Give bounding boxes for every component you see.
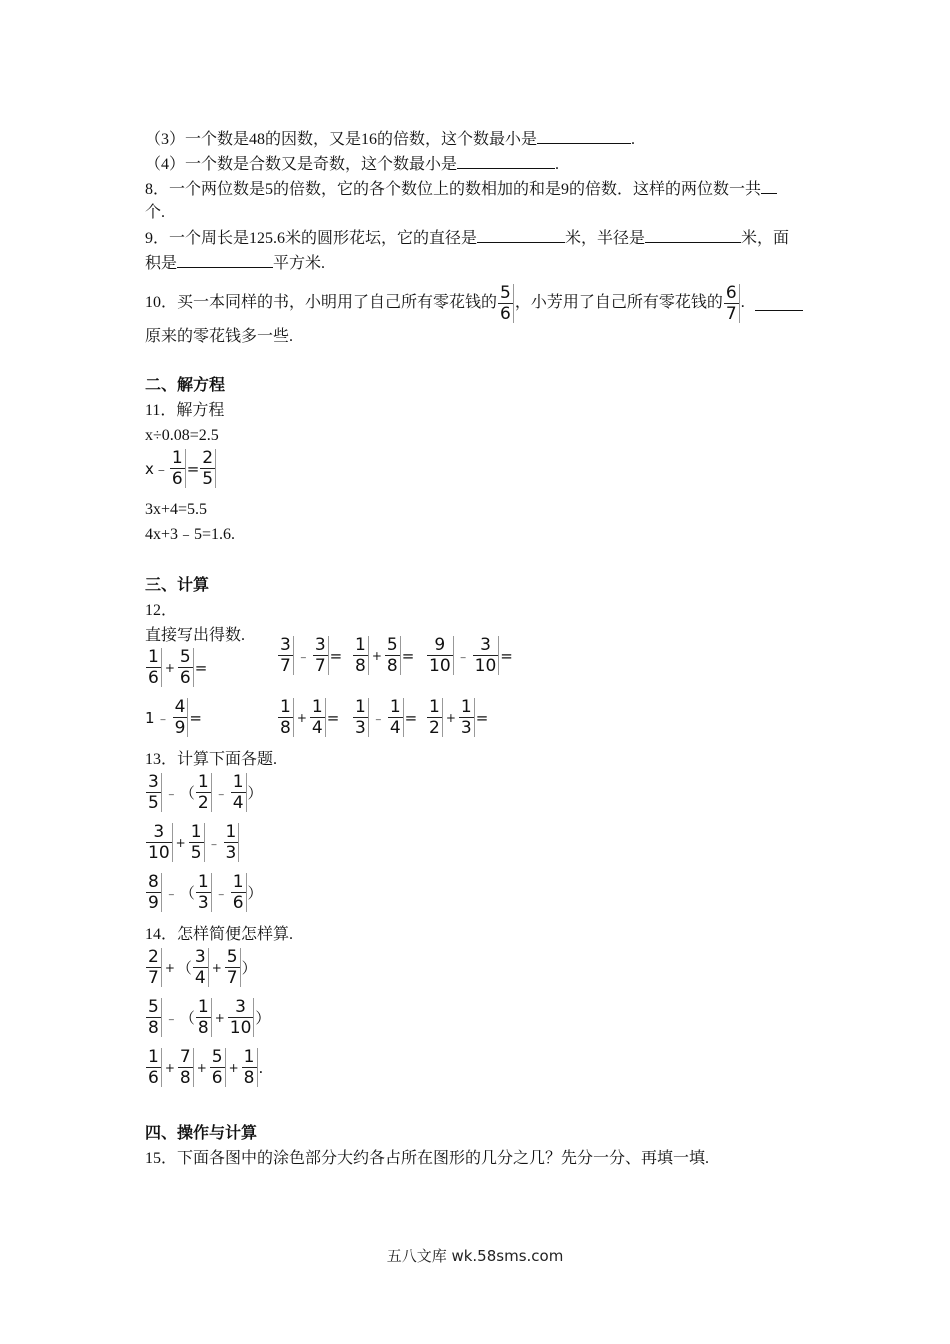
numerator: 2 <box>202 448 214 468</box>
fraction <box>196 998 212 1037</box>
fraction <box>473 636 500 675</box>
denominator: 6 <box>179 668 191 688</box>
equals: = <box>326 708 340 727</box>
minus-sign: ﹣ <box>164 1012 178 1027</box>
section-3-title: 三、计算 <box>145 577 210 594</box>
denominator: 8 <box>179 1068 191 1088</box>
fraction <box>170 449 186 488</box>
fraction <box>242 1048 258 1087</box>
denominator: 5 <box>148 793 159 813</box>
fraction <box>146 823 173 862</box>
q9-line1 <box>145 228 789 249</box>
denominator: 3 <box>355 718 366 738</box>
denominator: 9 <box>174 718 186 738</box>
plus-sign: + <box>175 835 186 850</box>
numerator: 1 <box>243 1047 255 1067</box>
q10-text-c: . <box>740 294 745 311</box>
denominator: 5 <box>202 469 214 489</box>
equation-4: 4x+3﹣5=1.6. <box>145 526 236 543</box>
numerator: 1 <box>429 697 440 717</box>
fraction <box>228 998 255 1037</box>
minus-sign: ﹣ <box>156 712 170 727</box>
denominator: 7 <box>314 656 326 676</box>
equals: = <box>329 646 343 665</box>
q7-part3 <box>145 129 635 150</box>
calc-item <box>426 698 488 737</box>
calc-item <box>145 648 207 687</box>
plus-sign: + <box>164 660 175 675</box>
numerator: 3 <box>280 635 291 655</box>
q8-line2 <box>145 203 165 223</box>
denominator: 10 <box>229 1018 252 1038</box>
numerator: 1 <box>460 697 472 717</box>
numerator: 3 <box>153 822 165 842</box>
numerator: 7 <box>179 1047 191 1067</box>
plus-sign: + <box>164 960 175 975</box>
denominator: 6 <box>211 1068 223 1088</box>
plus-sign: + <box>371 648 382 663</box>
plus-sign: + <box>445 710 456 725</box>
answer-blank[interactable] <box>755 296 803 311</box>
fraction <box>146 873 162 912</box>
fraction <box>146 998 162 1037</box>
q7-p3-text: （3）一个数是48的因数，又是16的倍数，这个数最小是 <box>145 131 538 148</box>
numerator: 4 <box>174 697 186 717</box>
calc-item <box>145 998 270 1037</box>
numerator: 1 <box>389 697 401 717</box>
numerator: 3 <box>480 635 491 655</box>
equals: = <box>475 708 489 727</box>
answer-blank[interactable] <box>477 228 565 243</box>
fraction <box>388 698 404 737</box>
left-paren: （ <box>179 884 195 902</box>
section-4-title: 四、操作与计算 <box>145 1125 258 1142</box>
right-paren: ） <box>247 784 263 802</box>
numerator: 1 <box>171 448 183 468</box>
plus-sign: + <box>296 710 307 725</box>
plus-sign: + <box>214 1010 225 1025</box>
left-paren: （ <box>179 1009 195 1027</box>
q8-text: 8．一个两位数是5的倍数，它的各个数位上的数相加的和是9的倍数．这样的两位数一共 <box>145 181 762 198</box>
q10-text-d: 原来的零花钱多一些. <box>145 328 294 345</box>
numerator: 1 <box>197 872 209 892</box>
numerator: 5 <box>179 647 191 667</box>
q15-text: 15．下面各图中的涂色部分大约各占所在图形的几分之几？先分一分、再填一填. <box>145 1150 710 1167</box>
fraction <box>459 698 475 737</box>
minus-sign: ﹣ <box>164 787 178 802</box>
denominator: 7 <box>725 303 737 324</box>
denominator: 6 <box>171 469 183 489</box>
numerator: 3 <box>194 947 206 967</box>
fraction <box>231 873 247 912</box>
plus-sign: + <box>196 1060 207 1075</box>
fraction <box>146 1048 162 1087</box>
q8-end: 个. <box>145 204 166 221</box>
fraction <box>353 698 369 737</box>
numerator: 1 <box>232 772 244 792</box>
numerator: 1 <box>225 822 237 842</box>
fraction <box>210 1048 226 1087</box>
fraction <box>225 948 241 987</box>
minus-sign: ﹣ <box>456 650 470 665</box>
plus-sign: + <box>228 1060 239 1075</box>
denominator: 3 <box>197 893 209 913</box>
denominator: 8 <box>280 718 291 738</box>
numerator: 1 <box>197 772 209 792</box>
numerator: 1 <box>232 872 244 892</box>
numerator: 1 <box>355 697 366 717</box>
q7-part4 <box>145 154 559 175</box>
fraction <box>427 698 443 737</box>
calc-item <box>277 636 342 675</box>
calc-item <box>145 698 202 737</box>
q8-line1 <box>145 179 777 200</box>
calc-item <box>145 773 263 812</box>
q7-p4-end: . <box>555 156 560 173</box>
numerator: 3 <box>148 772 159 792</box>
q7-p4-text: （4）一个数是合数又是奇数，这个数最小是 <box>145 156 458 173</box>
equals: = <box>189 708 202 727</box>
q10-text-b: ，小芳用了自己所有零花钱的 <box>514 294 723 311</box>
eq2-prefix: x﹣ <box>145 460 169 478</box>
q10-line1 <box>145 283 803 323</box>
plus-sign: + <box>164 1060 175 1075</box>
calc-item <box>145 948 257 987</box>
left-paren: （ <box>179 784 195 802</box>
fraction <box>224 823 240 862</box>
equals: = <box>401 646 415 665</box>
equals: = <box>194 658 208 677</box>
minus-sign: ﹣ <box>296 650 310 665</box>
fraction <box>196 773 212 812</box>
fraction <box>189 823 205 862</box>
right-paren: ） <box>247 884 263 902</box>
fraction <box>353 636 369 675</box>
section-2-title: 二、解方程 <box>145 377 226 394</box>
denominator: 7 <box>148 968 159 988</box>
equals: = <box>186 459 200 478</box>
calc-item <box>277 698 339 737</box>
minus-sign: ﹣ <box>164 887 178 902</box>
denominator: 10 <box>148 843 170 863</box>
denominator: 8 <box>197 1018 209 1038</box>
q12-subtitle: 直接写出得数. <box>145 627 246 644</box>
numerator: 1 <box>148 1047 159 1067</box>
numerator: 5 <box>226 947 238 967</box>
answer-blank[interactable] <box>537 129 631 144</box>
calc-item <box>426 636 513 675</box>
denominator: 4 <box>311 718 323 738</box>
denominator: 5 <box>190 843 202 863</box>
fraction <box>313 636 329 675</box>
fraction <box>196 873 212 912</box>
denominator: 6 <box>148 1068 159 1088</box>
equation-1: x÷0.08=2.5 <box>145 427 219 444</box>
equation-3: 3x+4=5.5 <box>145 501 208 518</box>
fraction <box>173 698 189 737</box>
fraction <box>193 948 209 987</box>
answer-blank[interactable] <box>645 228 741 243</box>
fraction <box>178 1048 194 1087</box>
denominator: 8 <box>355 656 366 676</box>
right-paren: ） <box>241 959 257 977</box>
numerator: 3 <box>235 997 246 1017</box>
denominator: 6 <box>148 668 159 688</box>
q12-title: 12． <box>145 602 178 619</box>
q9-text-e: 平方米. <box>273 255 326 272</box>
numerator: 5 <box>386 635 398 655</box>
denominator: 2 <box>429 718 440 738</box>
minus-sign: ﹣ <box>214 787 228 802</box>
equals: = <box>404 708 418 727</box>
numerator: 6 <box>725 282 737 303</box>
fraction <box>427 636 454 675</box>
numerator: 5 <box>500 282 511 303</box>
fraction <box>278 698 294 737</box>
numerator: 1 <box>197 997 209 1017</box>
numerator: 1 <box>311 697 323 717</box>
denominator: 8 <box>243 1068 255 1088</box>
calc-item <box>145 873 263 912</box>
denominator: 9 <box>148 893 159 913</box>
fraction <box>310 698 326 737</box>
fraction <box>724 284 740 323</box>
numerator: 3 <box>314 635 326 655</box>
answer-blank[interactable] <box>177 253 273 268</box>
q9-text-b: 米，半径是 <box>565 230 646 247</box>
numerator: 1 <box>355 635 366 655</box>
numerator: 1 <box>190 822 202 842</box>
fraction <box>146 648 162 687</box>
q10-line2 <box>145 327 293 347</box>
numerator: 8 <box>148 872 159 892</box>
calc-item <box>352 698 417 737</box>
equation-2 <box>145 449 217 488</box>
fraction <box>146 773 162 812</box>
period: . <box>258 1058 264 1077</box>
calc-item <box>145 823 240 862</box>
denominator: 4 <box>194 968 206 988</box>
minus-sign: ﹣ <box>207 837 221 852</box>
fraction <box>385 636 401 675</box>
number-one: 1 <box>145 708 155 727</box>
minus-sign: ﹣ <box>371 712 385 727</box>
numerator: 2 <box>148 947 159 967</box>
fraction <box>498 284 514 323</box>
fraction <box>178 648 194 687</box>
q9-text-c: 米，面 <box>741 230 790 247</box>
q10-text-a: 10．买一本同样的书，小明用了自己所有零花钱的 <box>145 294 498 311</box>
plus-sign: + <box>211 960 222 975</box>
denominator: 10 <box>429 656 451 676</box>
denominator: 7 <box>280 656 291 676</box>
minus-sign: ﹣ <box>214 887 228 902</box>
denominator: 3 <box>225 843 237 863</box>
numerator: 5 <box>148 997 159 1017</box>
answer-blank[interactable] <box>457 154 555 169</box>
q9-text-a: 9．一个周长是125.6米的圆形花坛，它的直径是 <box>145 230 478 247</box>
calc-item <box>145 1048 263 1087</box>
q7-p3-end: . <box>631 131 636 148</box>
numerator: 5 <box>211 1047 223 1067</box>
denominator: 6 <box>232 893 244 913</box>
q14-title: 14．怎样简便怎样算. <box>145 926 294 943</box>
q13-title: 13．计算下面各题. <box>145 751 278 768</box>
denominator: 3 <box>460 718 472 738</box>
equals: = <box>500 646 513 665</box>
denominator: 8 <box>148 1018 159 1038</box>
calc-item <box>352 636 414 675</box>
denominator: 7 <box>226 968 238 988</box>
answer-blank[interactable] <box>761 179 777 194</box>
numerator: 1 <box>148 647 159 667</box>
right-paren: ） <box>255 1009 271 1027</box>
denominator: 10 <box>474 656 497 676</box>
footer-watermark: 五八文库 wk.58sms.com <box>386 1247 564 1265</box>
denominator: 4 <box>232 793 244 813</box>
fraction <box>200 449 216 488</box>
denominator: 6 <box>500 303 511 324</box>
numerator: 1 <box>280 697 291 717</box>
denominator: 4 <box>389 718 401 738</box>
q9-text-d: 积是 <box>145 255 178 272</box>
q9-line2 <box>145 253 325 274</box>
left-paren: （ <box>176 959 192 977</box>
fraction <box>278 636 294 675</box>
fraction <box>231 773 247 812</box>
numerator: 9 <box>434 635 446 655</box>
denominator: 8 <box>386 656 398 676</box>
denominator: 2 <box>197 793 209 813</box>
fraction <box>146 948 162 987</box>
q11-title: 11．解方程 <box>145 402 225 419</box>
